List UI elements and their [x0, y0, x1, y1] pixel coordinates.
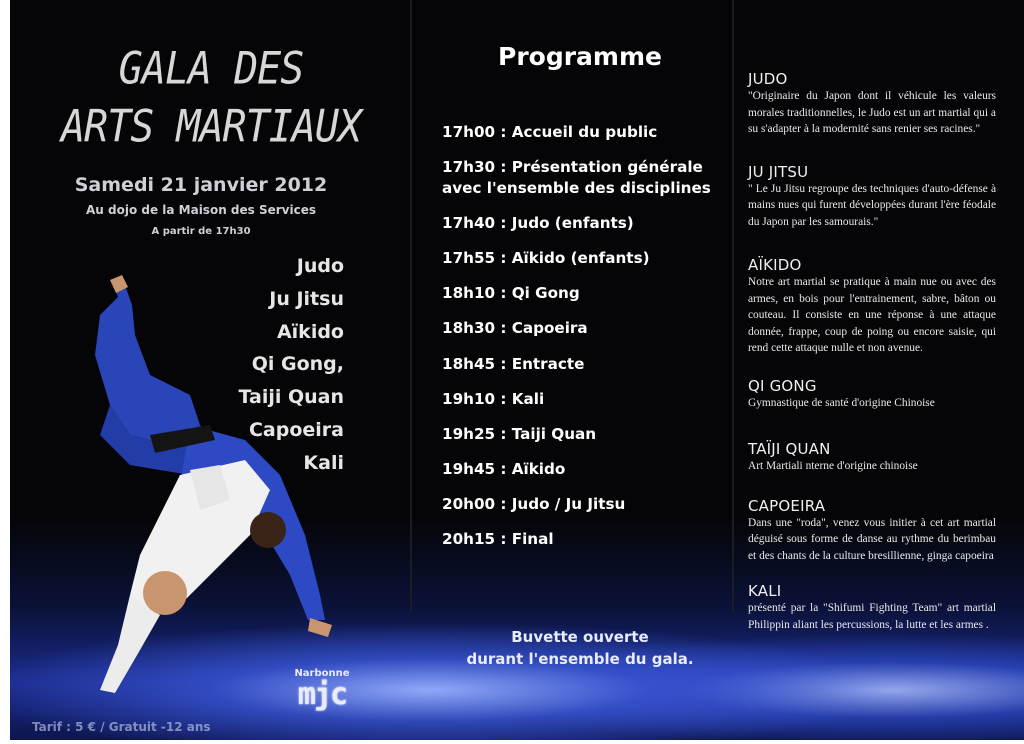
programme-item: 18h45 : Entracte — [442, 354, 585, 373]
desc-capoeira — [748, 497, 996, 565]
programme-item: 17h00 : Accueil du public — [442, 123, 658, 141]
buvette-notice — [440, 626, 720, 670]
desc-heading: JUDO — [748, 70, 788, 88]
desc-taiji-quan — [748, 440, 996, 475]
mjc-logo — [282, 668, 362, 712]
desc-text: "Originaire du Japon dont il véhicule les valeurs morales traditionnelles, le Judo est un art martial qui a su s'adapter à la modernité sans renier ses racines." — [748, 90, 996, 135]
desc-judo — [748, 70, 996, 138]
programme-item: 20h00 : Judo / Ju Jitsu — [442, 494, 626, 513]
buvette-line-1: Buvette ouverte — [511, 628, 649, 646]
programme-title: Programme — [498, 42, 662, 71]
desc-text: Notre art martial se pratique à main nue ou avec des armes, en bois pour l'entrainement, sabre, bâton ou couteau. Il consiste en une réponse à une attaque donnée, frappe, coup de poing ou encore saisie, qui rend cette attaque nulle et non avenue. — [748, 276, 996, 354]
discipline-judo: Judo — [296, 255, 344, 277]
flyer-sheet — [10, 0, 1024, 740]
discipline-taiji-quan: Taiji Quan — [238, 386, 344, 409]
desc-text: présenté par la "Shifumi Fighting Team" art martial Philippin aliant les percussions, la lutte et les armes . — [748, 602, 996, 631]
desc-text: Dans une "roda", venez vous initier à cet art martial déguisé sous forme de danse au rythme du berimbau et des chants de la culture bresillienne, ginga capoeira — [748, 516, 996, 562]
desc-heading: TAÏJI QUAN — [748, 440, 831, 458]
desc-text: Art Martiali nterne d'origine chinoise — [748, 460, 918, 472]
buvette-line-2: durant l'ensemble du gala. — [466, 650, 694, 668]
panel-divider-left — [410, 0, 412, 612]
disciplines-list — [238, 250, 344, 480]
programme-item: 17h30 : Présentation générale avec l'ensemble des disciplines — [442, 158, 711, 198]
programme-item: 17h55 : Aïkido (enfants) — [442, 249, 650, 268]
title-line-1: GALA DES — [118, 43, 304, 95]
programme-item: 20h15 : Final — [442, 530, 554, 549]
desc-ju-jitsu — [748, 163, 996, 231]
discipline-qi-gong: Qi Gong, — [251, 353, 344, 376]
programme-item: 19h25 : Taiji Quan — [442, 424, 597, 443]
desc-text: " Le Ju Jitsu regroupe des techniques d'auto-défense à mains nues qui furent développées durant l'ère féodale du Japon par les samourais." — [748, 182, 996, 228]
discipline-ju-jitsu: Ju Jitsu — [269, 287, 344, 310]
programme-item: 18h10 : Qi Gong — [442, 284, 580, 303]
desc-heading: CAPOEIRA — [748, 496, 826, 515]
discipline-descriptions — [748, 70, 996, 633]
desc-heading: KALI — [748, 582, 782, 600]
desc-kali — [748, 582, 996, 633]
programme-item: 19h10 : Kali — [442, 389, 545, 408]
gala-title — [46, 40, 376, 156]
panel-divider-right — [732, 0, 734, 612]
event-venue: Au dojo de la Maison des Services — [85, 203, 316, 217]
desc-heading: QI GONG — [748, 376, 817, 395]
desc-qi-gong — [748, 377, 996, 412]
programme-item: 19h45 : Aïkido — [442, 459, 566, 478]
programme-list — [442, 122, 732, 564]
desc-text: Gymnastique de santé d'origine Chinoise — [748, 396, 935, 409]
discipline-capoeira: Capoeira — [248, 418, 344, 441]
desc-aikido — [748, 256, 996, 357]
event-start-time: A partir de 17h30 — [151, 226, 251, 237]
discipline-kali: Kali — [303, 451, 344, 474]
programme-item: 18h30 : Capoeira — [442, 319, 588, 338]
event-date: Samedi 21 janvier 2012 — [74, 174, 328, 196]
title-line-2: ARTS MARTIAUX — [60, 101, 362, 153]
price-info: Tarif : 5 € / Gratuit -12 ans — [32, 720, 211, 734]
discipline-aikido: Aïkido — [276, 320, 344, 343]
logo-city: Narbonne — [294, 668, 350, 679]
programme-item: 17h40 : Judo (enfants) — [442, 214, 634, 233]
logo-mark: mjc — [297, 677, 347, 712]
desc-heading: AÏKIDO — [748, 256, 802, 274]
desc-heading: JU JITSU — [748, 162, 809, 181]
